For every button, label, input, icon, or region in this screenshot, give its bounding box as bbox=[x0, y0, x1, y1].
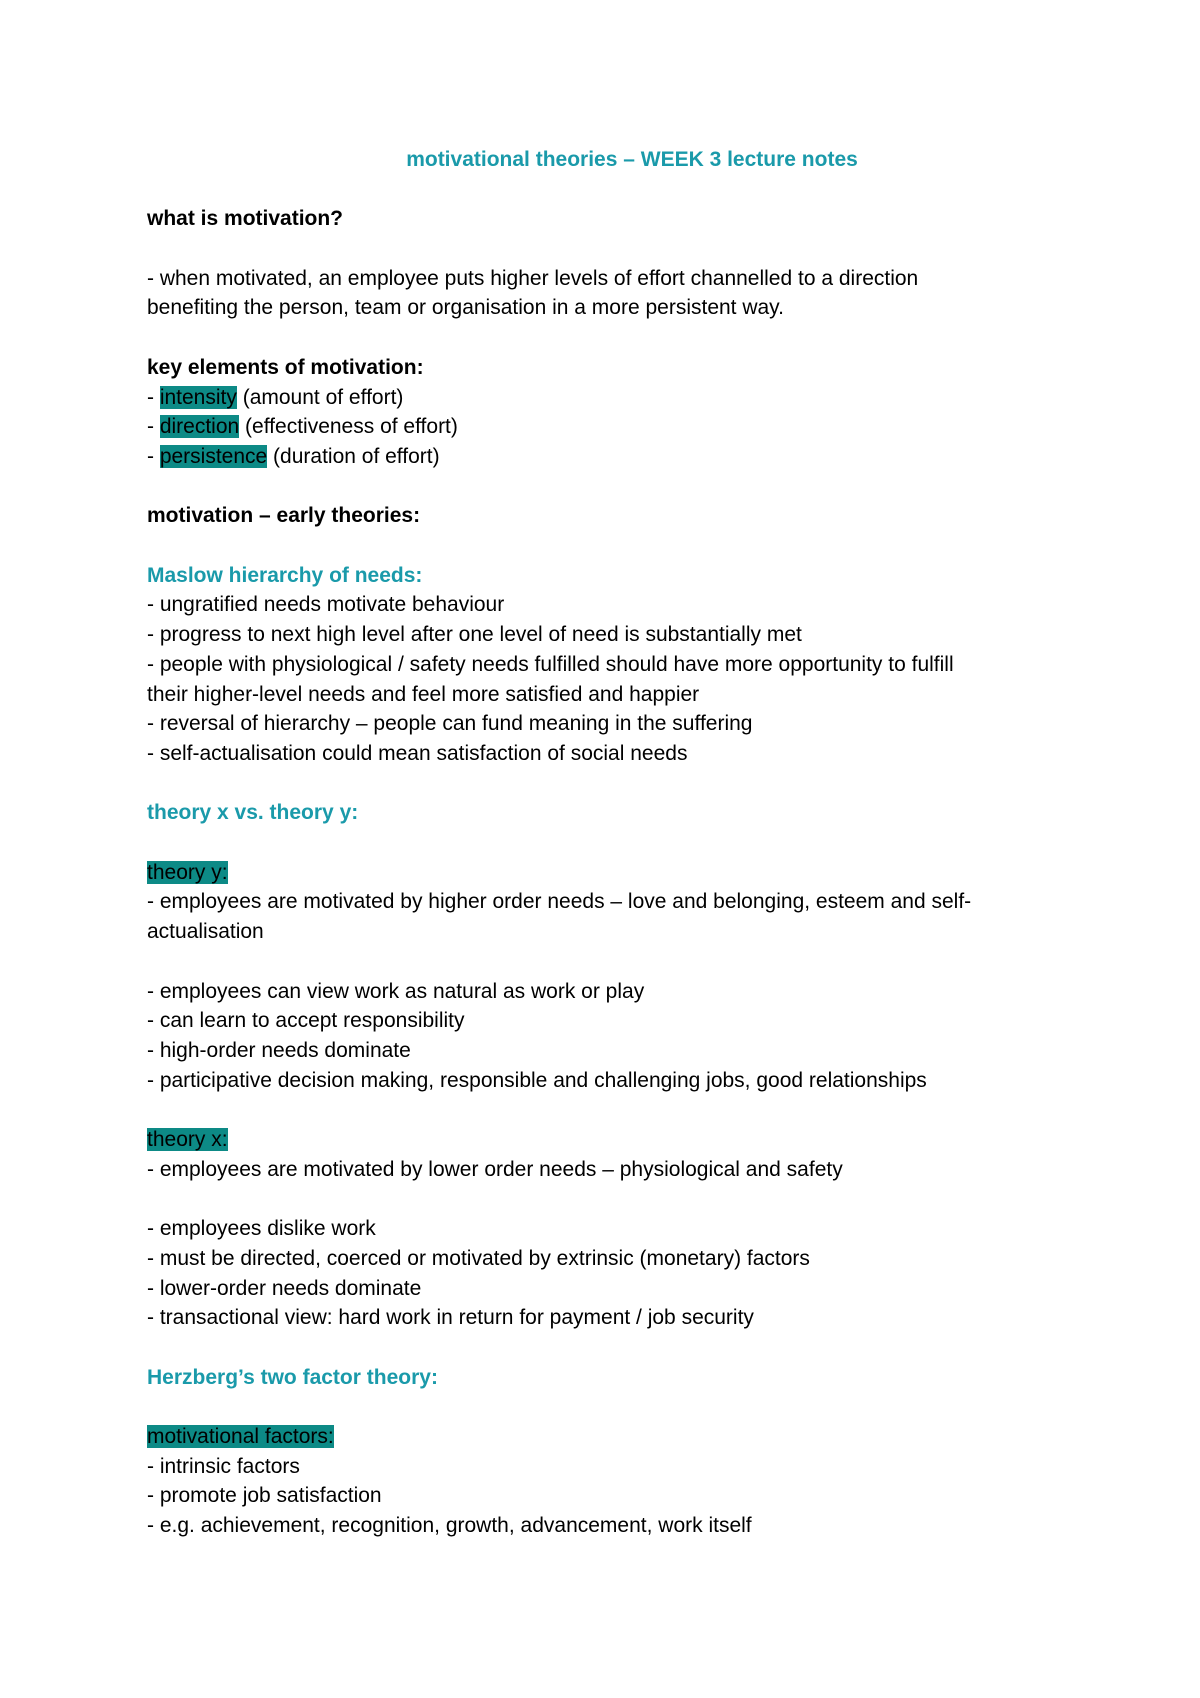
maslow-line: - progress to next high level after one level of need is substantially met bbox=[147, 623, 802, 647]
spacer bbox=[147, 828, 1077, 858]
theory-y-point: - employees can view work as natural as work or play bbox=[147, 979, 645, 1003]
herzberg-point: - intrinsic factors bbox=[147, 1454, 300, 1478]
section-heading-what-is-motivation: what is motivation? bbox=[147, 207, 344, 231]
theory-x-line: - employees are motivated by lower order needs – physiological and safety bbox=[147, 1157, 843, 1181]
motivation-definition-line-1: - when motivated, an employee puts higher levels of effort channelled to a direction bbox=[147, 266, 919, 290]
theory-x-point: - must be directed, coerced or motivated by extrinsic (monetary) factors bbox=[147, 1246, 810, 1270]
spacer bbox=[147, 769, 1077, 799]
highlighted-term: direction bbox=[159, 415, 240, 439]
theory-x-point: - employees dislike work bbox=[147, 1217, 376, 1241]
highlighted-term: persistence bbox=[159, 444, 268, 468]
motivational-factors-label-line bbox=[147, 1422, 1077, 1452]
maslow-line: - ungratified needs motivate behaviour bbox=[147, 593, 505, 617]
maslow-line: their higher-level needs and feel more satisfied and happier bbox=[147, 682, 700, 706]
highlighted-term: intensity bbox=[159, 385, 237, 409]
bullet-prefix: - bbox=[147, 444, 160, 468]
highlighted-label-motivational-factors: motivational factors: bbox=[147, 1425, 334, 1449]
theory-y-point: - can learn to accept responsibility bbox=[147, 1009, 465, 1033]
herzberg-point: - e.g. achievement, recognition, growth, advancement, work itself bbox=[147, 1514, 752, 1538]
section-heading-herzberg: Herzberg’s two factor theory: bbox=[147, 1365, 438, 1389]
maslow-line: - self-actualisation could mean satisfaction of social needs bbox=[147, 741, 688, 765]
section-heading-theory-x-vs-y: theory x vs. theory y: bbox=[147, 801, 359, 825]
term-description: (duration of effort) bbox=[267, 444, 440, 468]
spacer bbox=[147, 234, 1077, 264]
spacer bbox=[147, 472, 1077, 502]
herzberg-point: - promote job satisfaction bbox=[147, 1484, 382, 1508]
spacer bbox=[147, 1184, 1077, 1214]
theory-y-label-line bbox=[147, 858, 1077, 888]
spacer bbox=[147, 1392, 1077, 1422]
highlighted-label-theory-x: theory x: bbox=[147, 1128, 228, 1152]
document-title: motivational theories – WEEK 3 lecture notes bbox=[406, 148, 858, 171]
section-heading-early-theories: motivation – early theories: bbox=[147, 504, 421, 528]
spacer bbox=[147, 531, 1077, 561]
term-description: (effectiveness of effort) bbox=[239, 415, 458, 439]
highlighted-label-theory-y: theory y: bbox=[147, 860, 228, 884]
theory-x-point: - lower-order needs dominate bbox=[147, 1276, 422, 1300]
maslow-line: - reversal of hierarchy – people can fund meaning in the suffering bbox=[147, 712, 753, 736]
section-heading-maslow: Maslow hierarchy of needs: bbox=[147, 563, 423, 587]
theory-x-label-line bbox=[147, 1125, 1077, 1155]
section-heading-key-elements: key elements of motivation: bbox=[147, 355, 424, 379]
theory-y-line: - employees are motivated by higher order needs – love and belonging, esteem and self- bbox=[147, 890, 972, 914]
spacer bbox=[147, 947, 1077, 977]
key-element-item bbox=[147, 442, 1077, 472]
spacer bbox=[147, 1095, 1077, 1125]
spacer bbox=[147, 323, 1077, 353]
theory-y-point: - high-order needs dominate bbox=[147, 1038, 411, 1062]
term-description: (amount of effort) bbox=[236, 385, 404, 409]
key-element-item bbox=[147, 383, 1077, 413]
key-element-item bbox=[147, 412, 1077, 442]
theory-y-point: - participative decision making, responsible and challenging jobs, good relationships bbox=[147, 1068, 927, 1092]
theory-x-point: - transactional view: hard work in return for payment / job security bbox=[147, 1306, 754, 1330]
motivation-definition-line-2: benefiting the person, team or organisation in a more persistent way. bbox=[147, 296, 784, 320]
theory-y-line: actualisation bbox=[147, 920, 264, 944]
bullet-prefix: - bbox=[147, 415, 160, 439]
document-content bbox=[147, 145, 1077, 1541]
spacer bbox=[147, 175, 1077, 205]
maslow-line: - people with physiological / safety needs fulfilled should have more opportunity to fulfill bbox=[147, 652, 954, 676]
bullet-prefix: - bbox=[147, 385, 160, 409]
spacer bbox=[147, 1333, 1077, 1363]
